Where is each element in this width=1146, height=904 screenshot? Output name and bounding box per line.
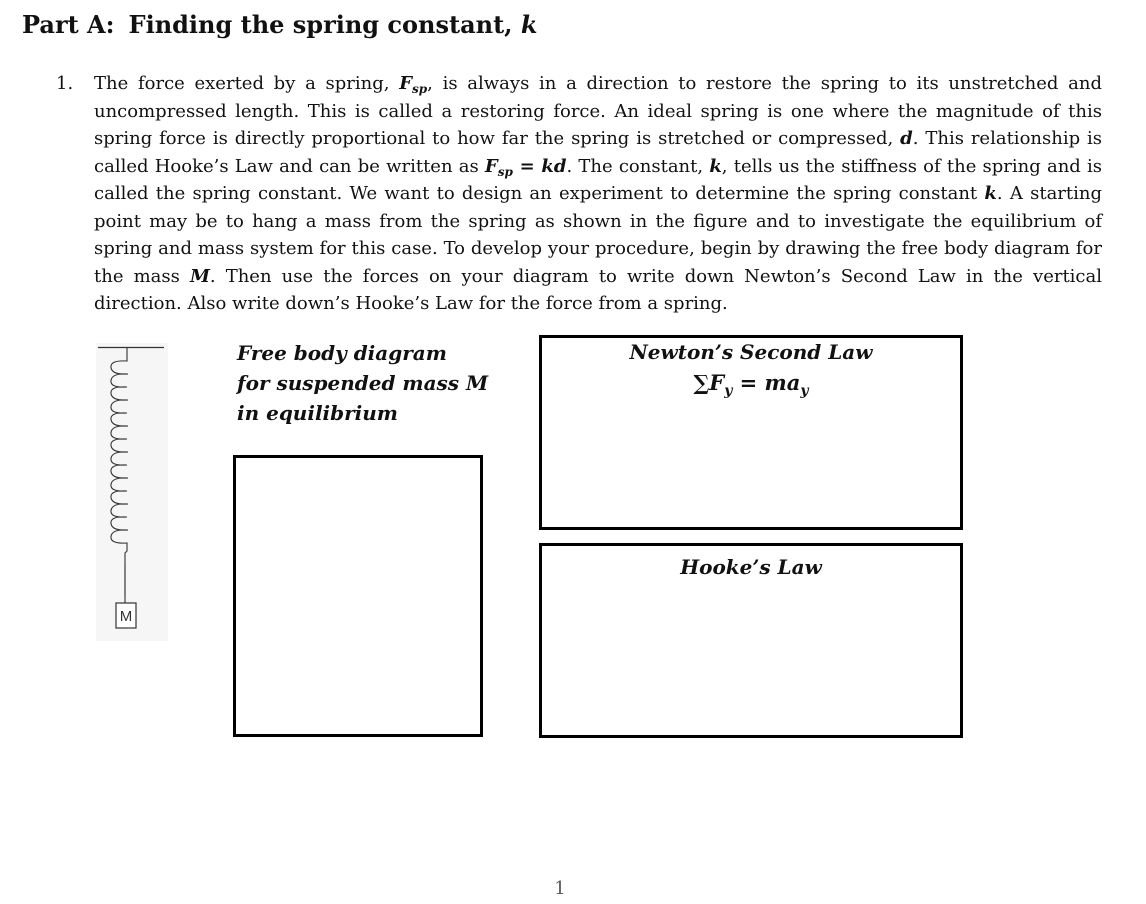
fsp-subscript: sp [411,82,428,96]
y-subscript: y [800,383,809,399]
heading-title: Finding the spring constant, [128,10,513,39]
d-symbol: d [900,128,913,149]
text-segment: . The constant, [566,155,710,177]
section-heading [22,10,538,39]
law-f-symbol: F [484,155,498,177]
law-subscript: sp [497,164,513,179]
question-text [94,70,1102,318]
text-segment: , tells us the stiffness of the spring and is called the spring constant. We want to design an experiment to determine the spring constant [94,155,1102,204]
hookes-law-box[interactable] [539,543,963,738]
free-body-diagram-box[interactable] [233,455,483,737]
heading-k-symbol: k [520,10,538,39]
figure-background [96,343,168,641]
hooke-box-title: Hooke’s Law [680,555,822,579]
newton-equation [542,370,960,399]
spring-mass-figure [96,343,168,641]
sigma-symbol: ∑ [693,370,710,395]
law-rhs: = kd [512,155,567,177]
equation-middle: = ma [732,370,801,395]
newtons-second-law-box[interactable] [539,335,963,530]
m-symbol: M [189,265,210,287]
fbd-caption-line: Free body diagram [237,341,447,365]
text-segment: . A starting point may be to hang a mass from the spring as shown in the figure and to investigate the equilibrium of spring and mass system for this case. To develop your procedure, begin by drawing the free body diagram for the mass [94,183,1103,287]
mass-label: M [119,608,133,625]
page-number: 1 [554,878,566,899]
text-segment: The force exerted by a spring, [94,73,400,94]
text-segment: . This relationship is called Hooke’s Law and can be written as [94,128,1102,177]
text-segment: , is always in a direction to restore the spring to its unstretched and uncompressed length. This is called a restoring force. An ideal spring is one where the magnitude of this spring force is directly proportional to how far the spring is stretched or compressed, [94,73,1102,149]
y-subscript: y [724,383,733,399]
question-number: 1. [56,73,74,94]
fsp-symbol: F [399,73,412,94]
k-symbol: k [984,183,997,204]
fbd-caption-line: in equilibrium [237,401,398,425]
part-label: Part A: [22,10,115,39]
text-segment: . Then use the forces on your diagram to write down Newton’s Second Law in the vertical direction. Also write down’s Hooke’s Law for the force from a spring. [94,265,1103,314]
fbd-caption-line: for suspended mass M [237,371,489,395]
newton-box-title: Newton’s Second Law [629,340,873,364]
fbd-caption [237,338,488,428]
force-symbol: F [709,370,725,395]
k-symbol: k [709,155,722,177]
